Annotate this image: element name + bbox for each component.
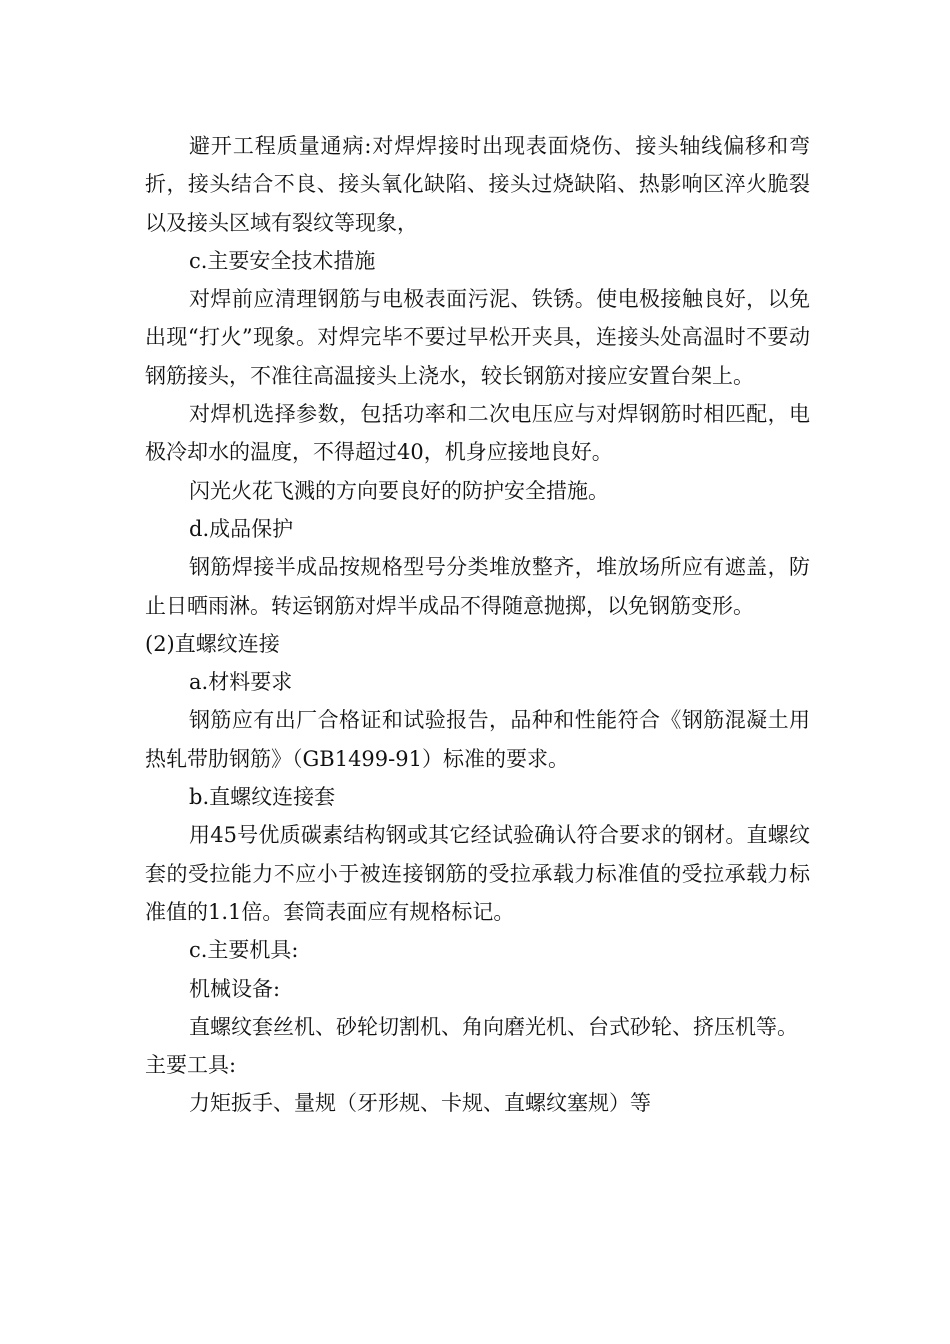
paragraph-welder-parameters: 对焊机选择参数，包括功率和二次电压应与对焊钢筋时相匹配，电极冷却水的温度，不得超过40，机身应接地良好。 — [145, 402, 810, 465]
heading-material-requirements: a.材料要求 — [189, 670, 293, 695]
heading-safety-measures: c.主要安全技术措施 — [189, 248, 376, 273]
paragraph-machinery-list: 直螺纹套丝机、砂轮切割机、角向磨光机、台式砂轮、挤压机等。 — [189, 1014, 798, 1039]
paragraph-storage: 钢筋焊接半成品按规格型号分类堆放整齐，堆放场所应有遮盖，防止日晒雨淋。转运钢筋对焊半成品不得随意抛掷，以免钢筋变形。 — [145, 555, 810, 618]
paragraph-certificates: 钢筋应有出厂合格证和试验报告，品种和性能符合《钢筋混凝土用热轧带肋钢筋》（GB1499-91）标准的要求。 — [145, 708, 810, 771]
paragraph-quality-defects: 避开工程质量通病:对焊焊接时出现表面烧伤、接头轴线偏移和弯折，接头结合不良、接头氧化缺陷、接头过烧缺陷、热影响区淬火脆裂以及接头区域有裂纹等现象， — [145, 134, 810, 235]
heading-product-protection: d.成品保护 — [189, 516, 294, 541]
paragraph-sleeve-material: 用45号优质碳素结构钢或其它经试验确认符合要求的钢材。直螺纹套的受拉能力不应小于被连接钢筋的受拉承载力标准值的受拉承载力标准值的1.1倍。套筒表面应有规格标记。 — [145, 823, 810, 924]
heading-thread-sleeve: b.直螺纹连接套 — [189, 785, 336, 810]
paragraph-pre-weld-cleaning: 对焊前应清理钢筋与电极表面污泥、铁锈。使电极接触良好，以免出现“打火”现象。对焊完毕不要过早松开夹具，连接头处高温时不要动钢筋接头，不准往高温接头上浇水，较长钢筋对接应安置台架上。 — [145, 287, 810, 388]
heading-hand-tools: 主要工具: — [145, 1053, 237, 1078]
heading-straight-thread-connection: (2)直螺纹连接 — [145, 631, 280, 656]
paragraph-hand-tools-list: 力矩扳手、量规（牙形规、卡规、直螺纹塞规）等 — [189, 1091, 651, 1116]
document-body — [145, 127, 810, 1123]
heading-machinery: 机械设备: — [189, 976, 281, 1001]
paragraph-spark-protection: 闪光火花飞溅的方向要良好的防护安全措施。 — [189, 478, 609, 503]
heading-main-tools: c.主要机具: — [189, 938, 299, 963]
